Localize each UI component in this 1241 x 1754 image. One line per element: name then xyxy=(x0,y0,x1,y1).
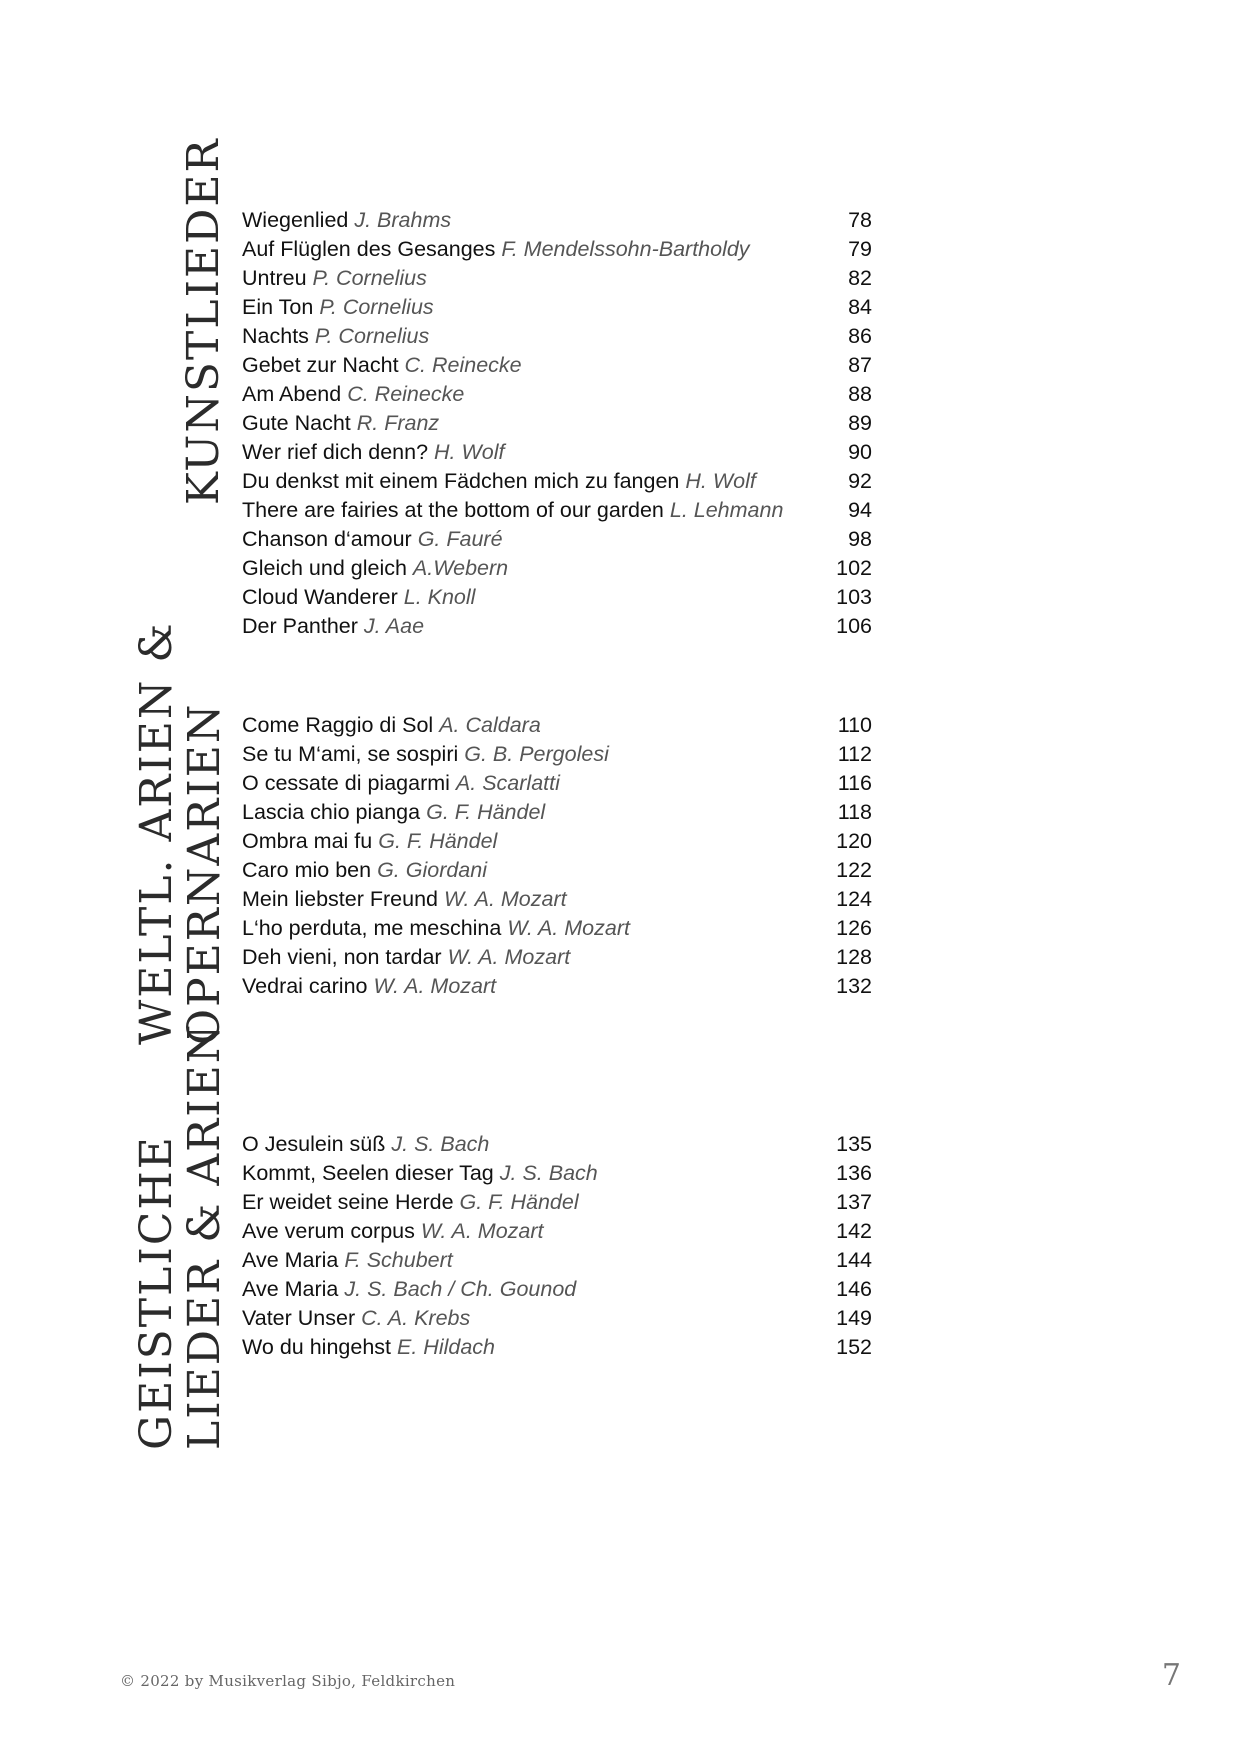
toc-entry[interactable] xyxy=(242,235,872,264)
page-number: 135 xyxy=(836,1132,872,1156)
toc-entry[interactable] xyxy=(242,1246,872,1275)
page-number: 149 xyxy=(836,1306,872,1330)
song-title: Du denkst mit einem Fädchen mich zu fangen xyxy=(242,469,680,493)
song-title: Er weidet seine Herde xyxy=(242,1190,454,1214)
page-number: 88 xyxy=(848,382,872,406)
page-number: 116 xyxy=(837,771,872,795)
composer-name: P. Cornelius xyxy=(312,266,427,290)
composer-name: G. F. Händel xyxy=(378,829,498,853)
song-title: There are fairies at the bottom of our garden xyxy=(242,498,664,522)
composer-name: C. Reinecke xyxy=(347,382,465,406)
toc-list xyxy=(242,711,872,1001)
composer-name: L. Knoll xyxy=(403,585,476,609)
page-number: 84 xyxy=(848,295,872,319)
composer-name: H. Wolf xyxy=(434,440,505,464)
song-title: Nachts xyxy=(242,324,309,348)
page-number: 110 xyxy=(837,713,872,737)
song-title: Gute Nacht xyxy=(242,411,351,435)
composer-name: J. S. Bach / Ch. Gounod xyxy=(344,1277,577,1301)
toc-entry[interactable] xyxy=(242,885,872,914)
page-number: 103 xyxy=(836,585,872,609)
page-number: 132 xyxy=(836,974,872,998)
composer-name: W. A. Mozart xyxy=(447,945,571,969)
toc-entry[interactable] xyxy=(242,293,872,322)
toc-entry[interactable] xyxy=(242,351,872,380)
toc-entry[interactable] xyxy=(242,1333,872,1362)
composer-name: A. Caldara xyxy=(439,713,541,737)
page-number: 146 xyxy=(836,1277,872,1301)
composer-name: F. Mendelssohn-Bartholdy xyxy=(501,237,750,261)
page-number: 87 xyxy=(848,353,872,377)
song-title: Cloud Wanderer xyxy=(242,585,398,609)
composer-name: C. Reinecke xyxy=(404,353,522,377)
section-title-kunstlieder xyxy=(180,137,228,505)
song-title: Ombra mai fu xyxy=(242,829,373,853)
toc-entry[interactable] xyxy=(242,711,872,740)
toc-entry[interactable] xyxy=(242,409,872,438)
toc-entry[interactable] xyxy=(242,322,872,351)
toc-entry[interactable] xyxy=(242,943,872,972)
composer-name: G. B. Pergolesi xyxy=(464,742,609,766)
song-title: Der Panther xyxy=(242,614,358,638)
toc-entry[interactable] xyxy=(242,1304,872,1333)
song-title: Auf Flüglen des Gesanges xyxy=(242,237,496,261)
composer-name: C. A. Krebs xyxy=(361,1306,471,1330)
song-title: Ein Ton xyxy=(242,295,314,319)
toc-entry[interactable] xyxy=(242,612,872,641)
song-title: O Jesulein süß xyxy=(242,1132,386,1156)
song-title: L‘ho perduta, me meschina xyxy=(242,916,502,940)
page-number: 120 xyxy=(836,829,872,853)
page-number: 124 xyxy=(836,887,872,911)
composer-name: J. Brahms xyxy=(354,208,452,232)
section-title-geistliche xyxy=(133,1023,229,1450)
page-number: 98 xyxy=(848,527,872,551)
toc-entry[interactable] xyxy=(242,583,872,612)
composer-name: E. Hildach xyxy=(397,1335,495,1359)
composer-name: P. Cornelius xyxy=(319,295,434,319)
composer-name: H. Wolf xyxy=(685,469,756,493)
page-number: 136 xyxy=(836,1161,872,1185)
toc-entry[interactable] xyxy=(242,1159,872,1188)
composer-name: F. Schubert xyxy=(344,1248,453,1272)
toc-entry[interactable] xyxy=(242,856,872,885)
page-number: 122 xyxy=(836,858,872,882)
composer-name: J. S. Bach xyxy=(391,1132,490,1156)
song-title: Come Raggio di Sol xyxy=(242,713,434,737)
toc-entry[interactable] xyxy=(242,1130,872,1159)
song-title: Am Abend xyxy=(242,382,342,406)
toc-entry[interactable] xyxy=(242,769,872,798)
toc-entry[interactable] xyxy=(242,798,872,827)
song-title: Vater Unser xyxy=(242,1306,356,1330)
song-title: Se tu M‘ami, se sospiri xyxy=(242,742,459,766)
page-number: 86 xyxy=(848,324,872,348)
page-number: 112 xyxy=(837,742,872,766)
page-number: 102 xyxy=(836,556,872,580)
composer-name: W. A. Mozart xyxy=(420,1219,544,1243)
page-number: 128 xyxy=(836,945,872,969)
song-title: Kommt, Seelen dieser Tag xyxy=(242,1161,494,1185)
toc-entry[interactable] xyxy=(242,827,872,856)
toc-entry[interactable] xyxy=(242,264,872,293)
toc-entry[interactable] xyxy=(242,438,872,467)
toc-entry[interactable] xyxy=(242,1275,872,1304)
toc-entry[interactable] xyxy=(242,914,872,943)
composer-name: J. S. Bach xyxy=(499,1161,598,1185)
song-title: Lascia chio pianga xyxy=(242,800,421,824)
song-title: Untreu xyxy=(242,266,307,290)
composer-name: W. A. Mozart xyxy=(507,916,630,940)
composer-name: G. F. Händel xyxy=(426,800,546,824)
song-title: Wiegenlied xyxy=(242,208,349,232)
toc-entry[interactable] xyxy=(242,972,872,1001)
song-title: Gebet zur Nacht xyxy=(242,353,399,377)
page-number: 142 xyxy=(836,1219,872,1243)
page-number: 144 xyxy=(836,1248,872,1272)
toc-entry[interactable] xyxy=(242,496,872,525)
toc-entry[interactable] xyxy=(242,467,872,496)
toc-list xyxy=(242,206,872,641)
page-number: 106 xyxy=(836,614,872,638)
composer-name: A.Webern xyxy=(412,556,509,580)
toc-entry[interactable] xyxy=(242,554,872,583)
song-title: Wo du hingehst xyxy=(242,1335,392,1359)
page-number: 89 xyxy=(848,411,872,435)
song-title: Ave verum corpus xyxy=(242,1219,415,1243)
composer-name: R. Franz xyxy=(356,411,440,435)
section-title-arien xyxy=(133,621,229,1045)
section-title-line: KUNSTLIEDER xyxy=(178,137,229,505)
page-number: 79 xyxy=(848,237,872,261)
composer-name: W. A. Mozart xyxy=(373,974,497,998)
page-number: 78 xyxy=(848,208,872,232)
song-title: Mein liebster Freund xyxy=(242,887,438,911)
section-title-line: LIEDER & ARIEN xyxy=(179,1022,230,1450)
toc-entry[interactable] xyxy=(242,740,872,769)
page-number: 92 xyxy=(848,469,872,493)
page-folio-number: 7 xyxy=(1161,1658,1181,1693)
composer-name: L. Lehmann xyxy=(669,498,784,522)
song-title: Wer rief dich denn? xyxy=(242,440,429,464)
toc-entry[interactable] xyxy=(242,1217,872,1246)
song-title: Gleich und gleich xyxy=(242,556,407,580)
song-title: Caro mio ben xyxy=(242,858,372,882)
toc-list xyxy=(242,1130,872,1362)
page-number: 118 xyxy=(837,800,872,824)
page-number: 94 xyxy=(848,498,872,522)
page-number: 137 xyxy=(836,1190,872,1214)
song-title: Ave Maria xyxy=(242,1277,339,1301)
composer-name: J. Aae xyxy=(363,614,425,638)
composer-name: W. A. Mozart xyxy=(443,887,567,911)
copyright-footer: © 2022 by Musikverlag Sibjo, Feldkirchen xyxy=(120,1672,456,1690)
page-number: 90 xyxy=(848,440,872,464)
page-number: 152 xyxy=(836,1335,872,1359)
page-number: 82 xyxy=(848,266,872,290)
song-title: Chanson d‘amour xyxy=(242,527,412,551)
composer-name: G. Fauré xyxy=(417,527,503,551)
composer-name: A. Scarlatti xyxy=(455,771,560,795)
composer-name: G. F. Händel xyxy=(459,1190,579,1214)
section-title-line: WELTL. ARIEN & xyxy=(131,621,182,1045)
toc-entry[interactable] xyxy=(242,1188,872,1217)
song-title: Deh vieni, non tardar xyxy=(242,945,442,969)
toc-entry[interactable] xyxy=(242,525,872,554)
composer-name: G. Giordani xyxy=(377,858,487,882)
toc-entry[interactable] xyxy=(242,206,872,235)
song-title: Vedrai carino xyxy=(242,974,368,998)
song-title: O cessate di piagarmi xyxy=(242,771,450,795)
composer-name: P. Cornelius xyxy=(314,324,430,348)
toc-entry[interactable] xyxy=(242,380,872,409)
page-number: 126 xyxy=(836,916,872,940)
song-title: Ave Maria xyxy=(242,1248,339,1272)
section-title-line: GEISTLICHE xyxy=(131,1135,182,1450)
section-title-line: OPERNARIEN xyxy=(179,702,230,1045)
